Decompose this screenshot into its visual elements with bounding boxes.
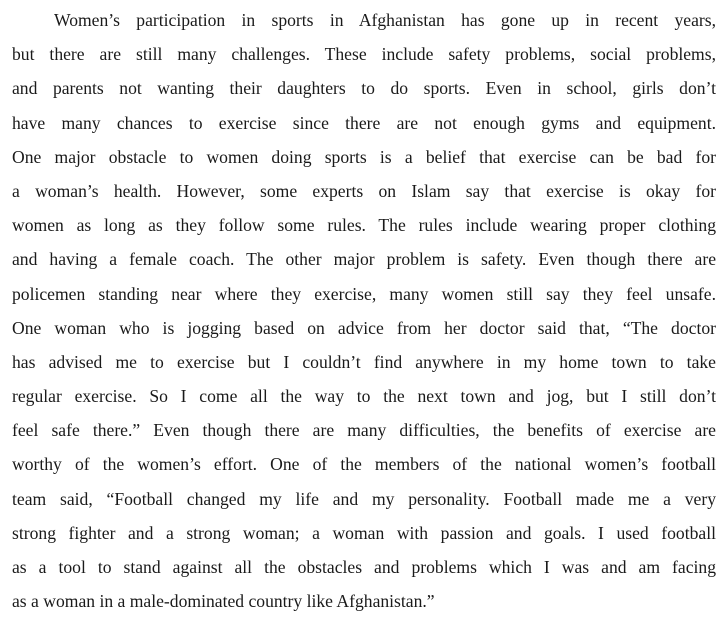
passage-line: and parents not wanting their daughters to do sports. Even in school, girls don’t (12, 78, 716, 99)
passage-line: but there are still many challenges. These include safety problems, social problems, (12, 44, 716, 65)
passage-line: as a woman in a male-dominated country like Afghanistan.” (12, 591, 435, 612)
passage-line: and having a female coach. The other major problem is safety. Even though there are (12, 249, 716, 270)
passage-line: feel safe there.” Even though there are many difficulties, the benefits of exercise are (12, 420, 716, 441)
passage-line: women as long as they follow some rules. The rules include wearing proper clothing (12, 215, 716, 236)
passage-line: team said, “Football changed my life and my personality. Football made me a very (12, 488, 716, 509)
passage-line: as a tool to stand against all the obstacles and problems which I was and am facing (12, 557, 716, 577)
passage-line: Women’s participation in sports in Afghanistan has gone up in recent years, (54, 10, 716, 30)
passage-line: has advised me to exercise but I couldn’t find anywhere in my home town to take (12, 351, 716, 372)
passage-line: regular exercise. So I come all the way to the next town and jog, but I still don’t (12, 386, 716, 407)
passage-line: have many chances to exercise since there are not enough gyms and equipment. (12, 112, 716, 133)
reading-passage (12, 3, 716, 618)
passage-line: a woman’s health. However, some experts on Islam say that exercise is okay for (12, 180, 716, 201)
passage-line: worthy of the women’s effort. One of the members of the national women’s football (12, 454, 716, 475)
passage-line: strong fighter and a strong woman; a woman with passion and goals. I used football (12, 522, 716, 543)
passage-line: One major obstacle to women doing sports is a belief that exercise can be bad for (12, 146, 716, 167)
passage-line: policemen standing near where they exercise, many women still say they feel unsafe. (12, 283, 716, 304)
passage-line: One woman who is jogging based on advice from her doctor said that, “The doctor (12, 317, 716, 338)
